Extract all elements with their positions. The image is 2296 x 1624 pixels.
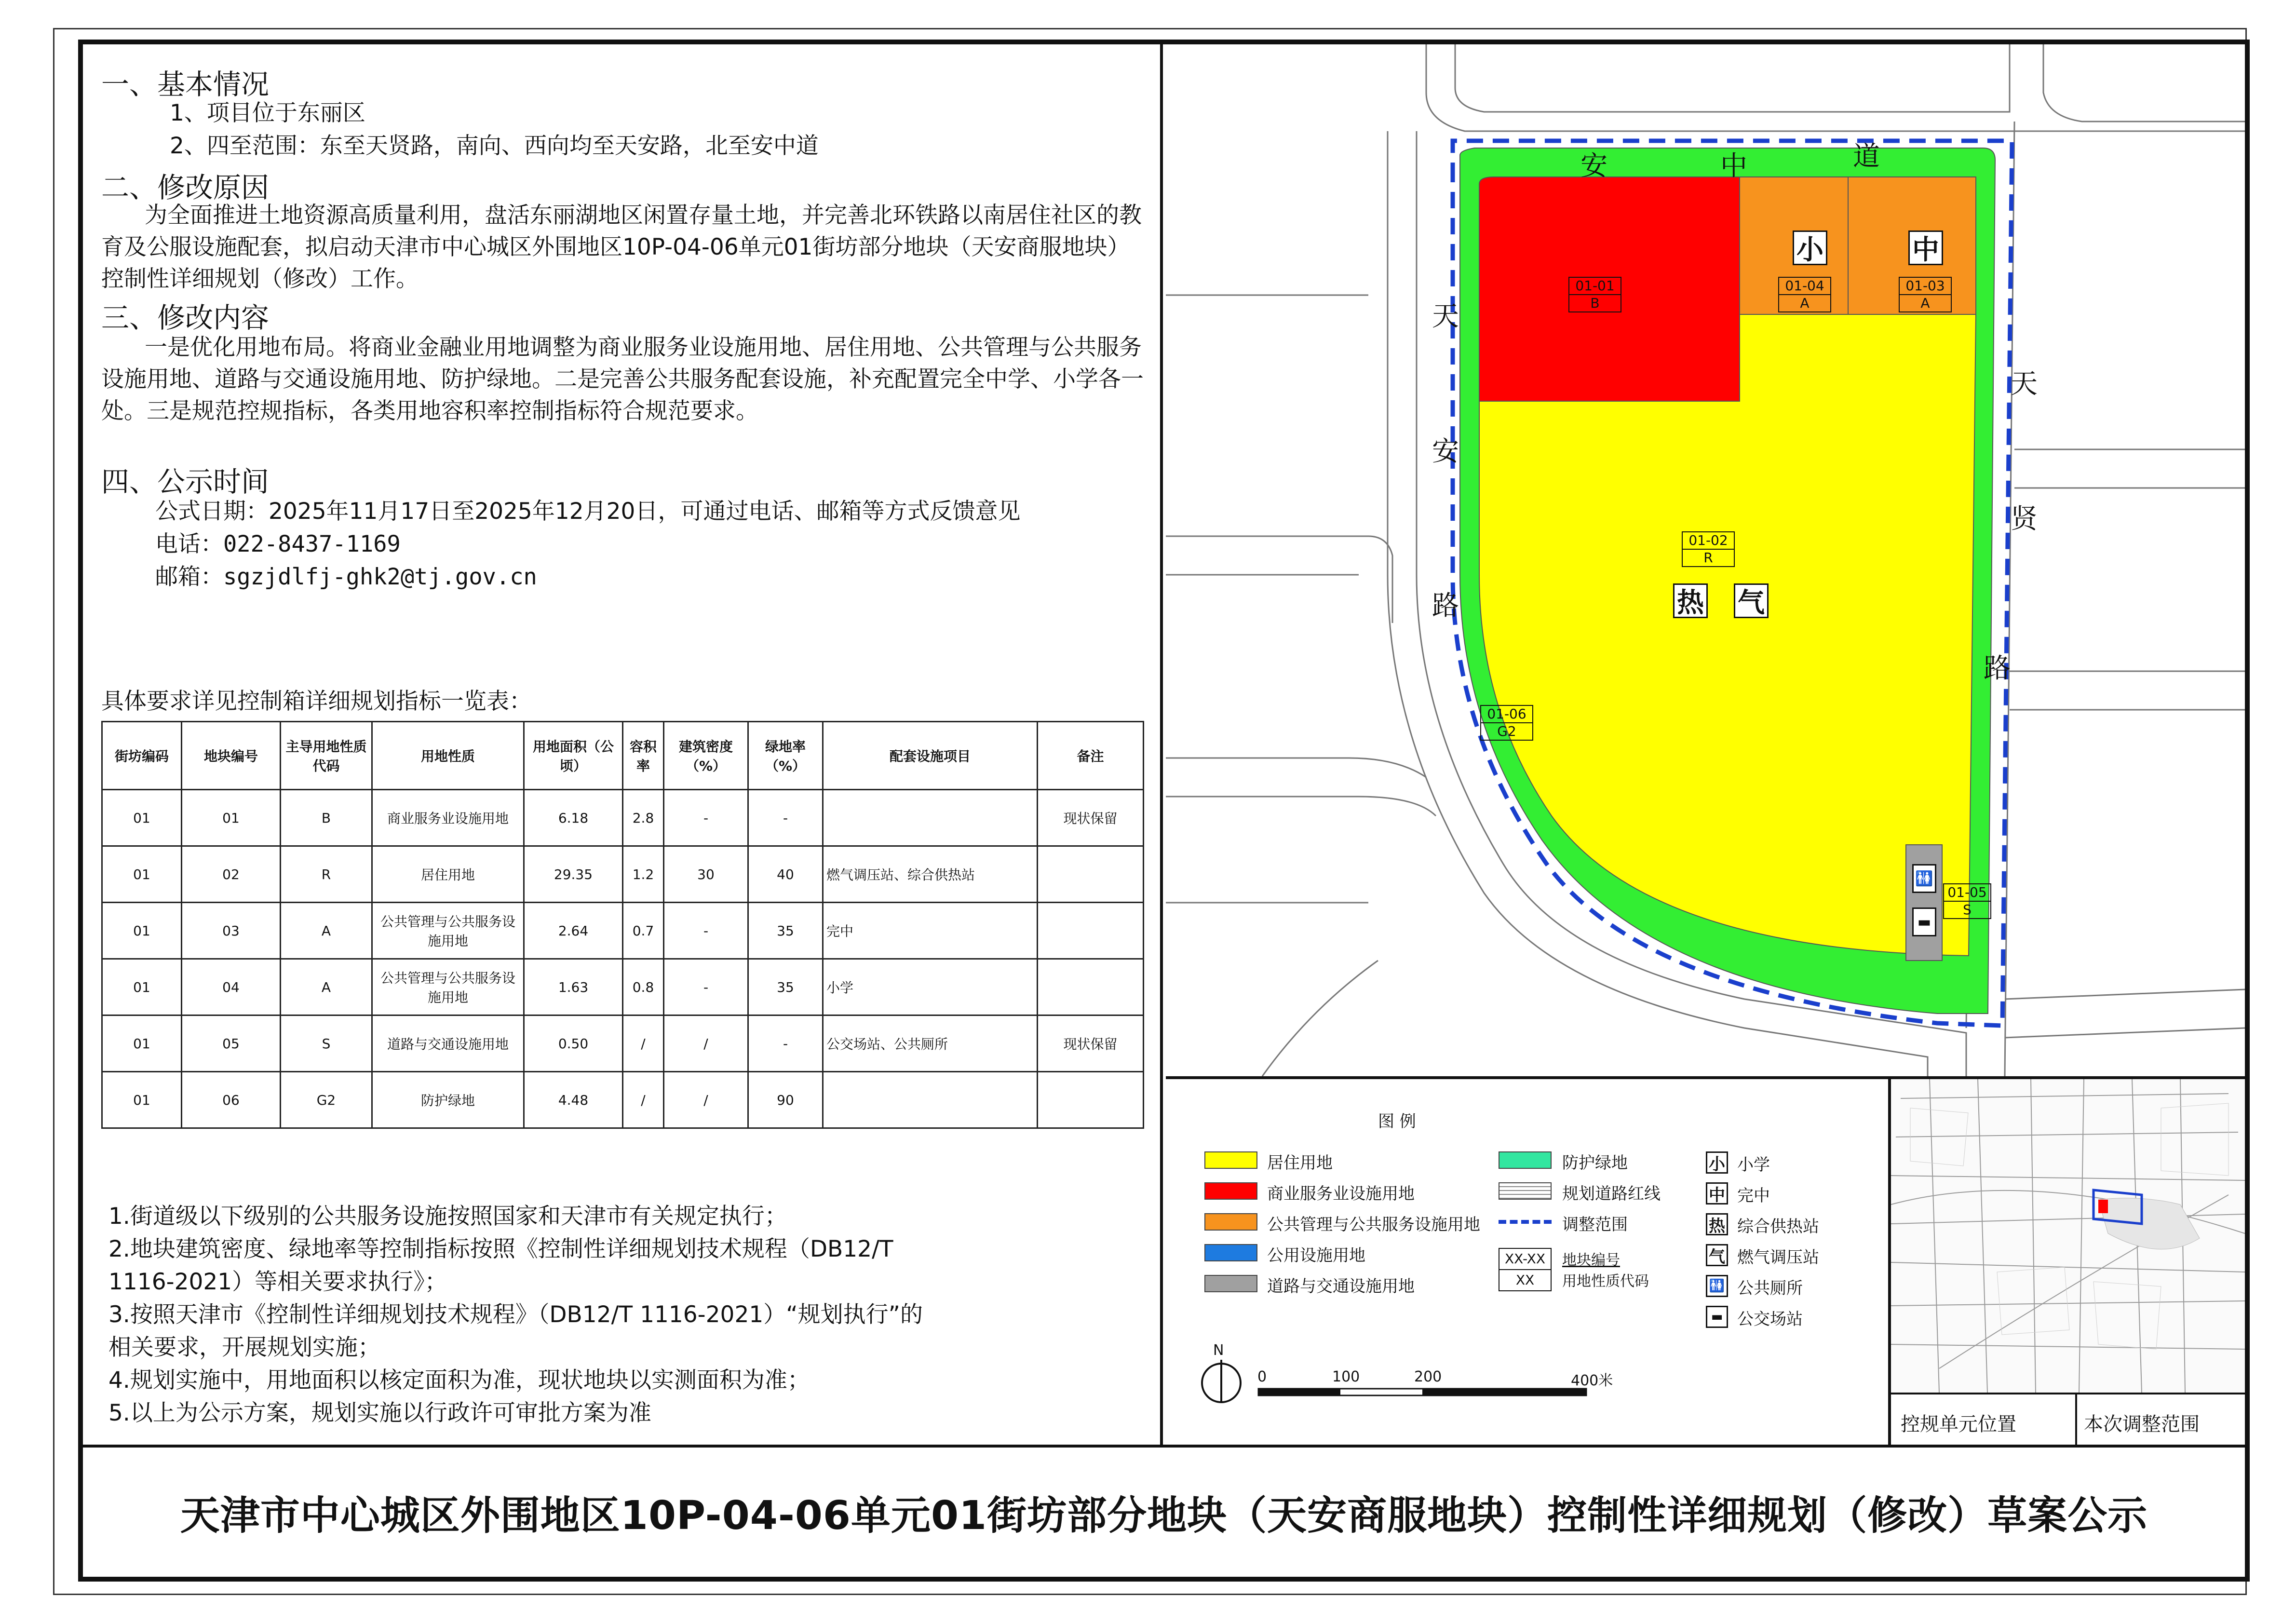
publicity-date: 公式日期：2025年11月17日至2025年12月20日，可通过电话、邮箱等方式反馈意见 — [155, 498, 1021, 525]
legend-label-utility: 公用设施用地 — [1267, 1246, 1365, 1265]
cell: 35 — [748, 903, 823, 959]
cell: 现状保留 — [1038, 790, 1144, 846]
plot-type: B — [1590, 295, 1600, 311]
cell: 01 — [102, 959, 182, 1015]
cell: - — [664, 959, 748, 1015]
plot-label-01-06 — [1480, 705, 1533, 741]
north-label: N — [1213, 1342, 1224, 1359]
cell: B — [281, 790, 372, 846]
cell: 29.35 — [524, 846, 623, 903]
cell: 居住用地 — [372, 846, 524, 903]
inset-map-panel — [1888, 1076, 2245, 1445]
cell: - — [748, 1015, 823, 1072]
cell: 2.64 — [524, 903, 623, 959]
table-row — [102, 790, 1144, 846]
cell — [823, 1072, 1038, 1128]
section-3-title: 三、修改内容 — [101, 301, 270, 334]
legend-label-gas: 燃气调压站 — [1737, 1248, 1819, 1267]
legend-swatch-road-line — [1499, 1182, 1552, 1200]
th-density: 建筑密度（%） — [664, 722, 748, 790]
legend-label-primary-school: 小学 — [1737, 1155, 1770, 1175]
note-3: 3.按照天津市《控制性详细规划技术规程》（DB12/T 1116-2021）“规划执行”的 — [108, 1301, 923, 1328]
cell: / — [623, 1015, 664, 1072]
plot-type: R — [1703, 550, 1713, 566]
table-row — [102, 1015, 1144, 1072]
road-east-char-3: 路 — [1984, 653, 2011, 684]
plot-code: 01-01 — [1569, 278, 1621, 295]
cell: 道路与交通设施用地 — [372, 1015, 524, 1072]
plot-type: A — [1920, 295, 1930, 311]
legend-label-commercial: 商业服务业设施用地 — [1267, 1184, 1415, 1204]
legend-title: 图 例 — [1378, 1112, 1416, 1131]
north-arrow-icon — [1200, 1359, 1243, 1407]
legend-swatch-transport — [1204, 1275, 1257, 1292]
section-2-body: 为全面推进土地资源高质量利用，盘活东丽湖地区闲置存量土地，并完善北环铁路以南居住社区的教育及公服设施配套，拟启动天津市中心城区外围地区10P-04-06单元01街坊部分地块（天安商服地块）控制性详细规划（修改）工作。 — [101, 202, 1142, 292]
gas-station-icon: 气 — [1734, 583, 1769, 618]
plot-type: G2 — [1497, 723, 1516, 739]
table-row — [102, 846, 1144, 903]
cell — [1038, 903, 1144, 959]
road-east-char-1: 天 — [2011, 368, 2038, 400]
legend-middle-school-icon: 中 — [1706, 1182, 1728, 1204]
cell: 公共管理与公共服务设施用地 — [372, 959, 524, 1015]
cell: 40 — [748, 846, 823, 903]
legend-plot-label-sample — [1499, 1248, 1552, 1291]
cell: 01 — [102, 790, 182, 846]
contact-phone: 电话：022-8437-1169 — [155, 531, 401, 557]
cell: 防护绿地 — [372, 1072, 524, 1128]
plot-type: A — [1800, 295, 1810, 311]
legend-swatch-public — [1204, 1213, 1257, 1231]
scale-bar — [1257, 1388, 1595, 1402]
cell: 1.63 — [524, 959, 623, 1015]
cell: / — [664, 1072, 748, 1128]
plot-code: 01-04 — [1779, 278, 1830, 295]
plot-code: 01-05 — [1944, 884, 1990, 902]
table-header-row — [102, 722, 1144, 790]
th-land-use: 用地性质 — [372, 722, 524, 790]
scale-tick-400: 400米 — [1571, 1372, 1613, 1389]
cell: 燃气调压站、综合供热站 — [823, 846, 1038, 903]
road-north-char-2: 中 — [1720, 150, 1747, 182]
legend-label-heating: 综合供热站 — [1737, 1217, 1819, 1236]
cell: 01 — [102, 1072, 182, 1128]
cell — [823, 790, 1038, 846]
heating-station-icon: 热 — [1673, 583, 1708, 618]
legend-label-bus: 公交场站 — [1737, 1310, 1803, 1329]
section-3-body: 一是优化用地布局。将商业金融业用地调整为商业服务业设施用地、居住用地、公共管理与公共服务设施用地、道路与交通设施用地、防护绿地。二是完善公共服务配套设施，补充配置完全中学、小学各一处。三是规范控规指标，各类用地容积率控制指标符合规范要求。 — [101, 334, 1144, 424]
cell: 1.2 — [623, 846, 664, 903]
cell: 0.8 — [623, 959, 664, 1015]
note-5: 5.以上为公示方案，规划实施以行政许可审批方案为准 — [108, 1400, 651, 1426]
legend-bus-icon: ▬ — [1706, 1306, 1728, 1328]
cell — [1038, 846, 1144, 903]
road-north-char-1: 安 — [1580, 150, 1607, 182]
legend-heating-icon: 热 — [1706, 1213, 1728, 1235]
cell: 公交场站、公共厕所 — [823, 1015, 1038, 1072]
cell: / — [623, 1072, 664, 1128]
th-land-code: 主导用地性质代码 — [281, 722, 372, 790]
legend-swatch-boundary — [1499, 1220, 1552, 1224]
legend-toilet-icon: 🚻 — [1706, 1275, 1728, 1297]
legend-label-toilet: 公共厕所 — [1737, 1279, 1803, 1298]
cell: 2.8 — [623, 790, 664, 846]
section-4-title: 四、公示时间 — [101, 465, 270, 498]
inset-label-bar — [1891, 1393, 2245, 1448]
th-block-code: 街坊编码 — [102, 722, 182, 790]
primary-school-icon: 小 — [1793, 230, 1827, 265]
cell: - — [748, 790, 823, 846]
cell: 现状保留 — [1038, 1015, 1144, 1072]
note-3-cont: 相关要求，开展规划实施； — [108, 1334, 380, 1361]
cell — [1038, 959, 1144, 1015]
cell: 4.48 — [524, 1072, 623, 1128]
scale-tick-200: 200 — [1414, 1368, 1442, 1385]
plot-code: 01-03 — [1900, 278, 1951, 295]
th-plot-no: 地块编号 — [182, 722, 281, 790]
cell: - — [664, 903, 748, 959]
inset-map — [1891, 1079, 2245, 1393]
th-remarks: 备注 — [1038, 722, 1144, 790]
cell: 01 — [182, 790, 281, 846]
legend-panel — [1166, 1076, 1888, 1445]
cell: S — [281, 1015, 372, 1072]
cell: 公共管理与公共服务设施用地 — [372, 903, 524, 959]
cell — [1038, 1072, 1144, 1128]
plot-label-01-05 — [1943, 883, 1991, 919]
inset-label-adjust-range: 本次调整范围 — [2084, 1413, 2200, 1435]
scale-tick-0: 0 — [1257, 1368, 1267, 1385]
cell: R — [281, 846, 372, 903]
legend-label-public: 公共管理与公共服务设施用地 — [1267, 1215, 1480, 1234]
th-far: 容积率 — [623, 722, 664, 790]
section-1-item-2: 2、四至范围：东至天贤路，南向、西向均至天安路，北至安中道 — [170, 133, 819, 159]
legend-label-middle-school: 完中 — [1737, 1186, 1770, 1205]
cell: 6.18 — [524, 790, 623, 846]
section-1-item-1: 1、项目位于东丽区 — [170, 100, 365, 126]
cell: A — [281, 959, 372, 1015]
plot-code: 01-06 — [1481, 706, 1532, 723]
plot-label-01-02 — [1682, 531, 1735, 567]
cell: 01 — [102, 846, 182, 903]
road-west-char-1: 天 — [1432, 301, 1459, 332]
legend-swatch-utility — [1204, 1244, 1257, 1261]
legend-gas-icon: 气 — [1706, 1244, 1728, 1266]
cell: 90 — [748, 1072, 823, 1128]
inset-divider — [2075, 1394, 2077, 1448]
sample-type: XX — [1515, 1272, 1535, 1288]
plot-code: 01-02 — [1683, 532, 1734, 550]
table-row — [102, 903, 1144, 959]
cell: 30 — [664, 846, 748, 903]
cell: 06 — [182, 1072, 281, 1128]
bus-station-icon: ▬ — [1912, 907, 1936, 936]
cell: / — [664, 1015, 748, 1072]
cell: 04 — [182, 959, 281, 1015]
note-4: 4.规划实施中，用地面积以核定面积为准，现状地块以实测面积为准； — [108, 1367, 810, 1394]
cell: A — [281, 903, 372, 959]
cell: 0.7 — [623, 903, 664, 959]
legend-swatch-green — [1499, 1151, 1552, 1169]
sample-code: XX-XX — [1499, 1249, 1551, 1270]
cell: - — [664, 790, 748, 846]
scale-tick-100: 100 — [1332, 1368, 1360, 1385]
road-north-char-3: 道 — [1853, 141, 1880, 172]
middle-school-icon: 中 — [1908, 230, 1943, 265]
legend-label-residential: 居住用地 — [1267, 1153, 1333, 1173]
road-east-char-2: 贤 — [2011, 503, 2038, 535]
cell: 35 — [748, 959, 823, 1015]
legend-label-boundary: 调整范围 — [1562, 1215, 1628, 1234]
legend-label-transport: 道路与交通设施用地 — [1267, 1277, 1415, 1296]
note-1: 1.街道级以下级别的公共服务设施按照国家和天津市有关规定执行； — [108, 1203, 787, 1230]
note-2-cont: 1116-2021）等相关要求执行》； — [108, 1269, 447, 1295]
indicator-table — [101, 721, 1144, 1129]
page-title: 天津市中心城区外围地区10P-04-06单元01街坊部分地块（天安商服地块）控制性详细规划（修改）草案公示 — [180, 1492, 2148, 1539]
cell: 03 — [182, 903, 281, 959]
cell: 01 — [102, 903, 182, 959]
cell: 小学 — [823, 959, 1038, 1015]
cell: 商业服务业设施用地 — [372, 790, 524, 846]
legend-label-green: 防护绿地 — [1562, 1153, 1628, 1173]
road-west-char-2: 安 — [1432, 436, 1459, 467]
legend-swatch-residential — [1204, 1151, 1257, 1169]
plot-label-01-04 — [1778, 277, 1831, 312]
plot-01-05-transport — [1906, 845, 1942, 961]
cell: 05 — [182, 1015, 281, 1072]
public-toilet-icon: 🚻 — [1912, 864, 1936, 893]
plot-label-01-01 — [1568, 277, 1621, 312]
th-area: 用地面积（公顷） — [524, 722, 623, 790]
title-bar — [83, 1445, 2245, 1577]
th-green-ratio: 绿地率（%） — [748, 722, 823, 790]
cell: G2 — [281, 1072, 372, 1128]
legend-label-road-line: 规划道路红线 — [1562, 1184, 1661, 1204]
cell: 02 — [182, 846, 281, 903]
cell: 完中 — [823, 903, 1038, 959]
inset-label-unit-location: 控规单元位置 — [1901, 1413, 2016, 1435]
contact-email: 邮箱：sgzjdlfj-ghk2@tj.gov.cn — [155, 564, 537, 590]
legend-primary-school-icon: 小 — [1706, 1151, 1728, 1174]
th-facilities: 配套设施项目 — [823, 722, 1038, 790]
note-2: 2.地块建筑密度、绿地率等控制指标按照《控制性详细规划技术规程（DB12/T — [108, 1236, 893, 1262]
table-row — [102, 959, 1144, 1015]
table-row — [102, 1072, 1144, 1128]
section-1-title: 一、基本情况 — [101, 68, 270, 101]
road-west-char-3: 路 — [1432, 590, 1459, 622]
table-caption: 具体要求详见控制箱详细规划指标一览表： — [101, 688, 532, 715]
section-2-title: 二、修改原因 — [101, 171, 270, 204]
land-use-map — [1166, 44, 2245, 1076]
plot-label-01-03 — [1899, 277, 1952, 312]
legend-label-plot-code: 地块编号 — [1562, 1252, 1620, 1269]
cell: 0.50 — [524, 1015, 623, 1072]
plot-type: S — [1963, 902, 1972, 918]
legend-label-plot-type: 用地性质代码 — [1562, 1273, 1649, 1290]
cell: 01 — [102, 1015, 182, 1072]
legend-swatch-commercial — [1204, 1182, 1257, 1200]
